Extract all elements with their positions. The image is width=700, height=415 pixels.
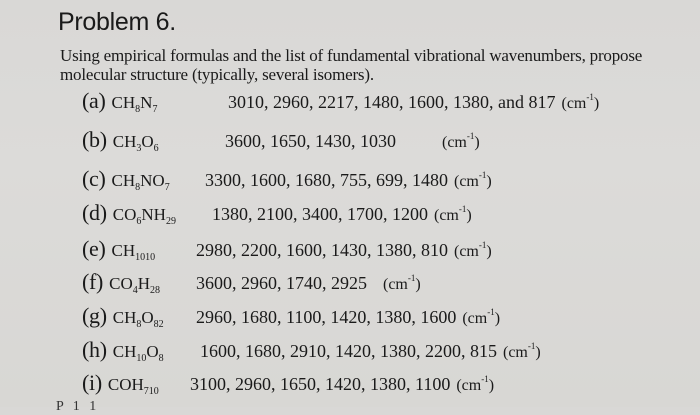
- formula-element: C: [111, 171, 123, 190]
- formula-subscript: 8: [136, 319, 142, 330]
- formula-element: O: [141, 308, 154, 327]
- problem-label: (g): [82, 303, 107, 328]
- wavenumber-values: 2980, 2200, 1600, 1430, 1380, 810: [196, 240, 448, 260]
- problem-label: (f): [82, 269, 104, 294]
- problem-item: [82, 166, 170, 192]
- problem-label: (c): [82, 166, 106, 191]
- problem-item: [82, 88, 157, 114]
- formula-element: H: [124, 342, 137, 361]
- problem-title: Problem 6.: [58, 8, 176, 36]
- formula-subscript: 9: [170, 216, 176, 227]
- wavenumber-unit: $(cm^{-1})$: [442, 131, 480, 151]
- problem-item: [82, 127, 159, 153]
- formula-subscript: 8: [158, 353, 164, 364]
- wavenumber-values: 1380, 2100, 3400, 1700, 1200: [212, 204, 428, 224]
- formula-element: H: [122, 93, 136, 112]
- wavenumber-unit: $(cm^{-1})$: [503, 341, 541, 361]
- wavenumber-values: 3600, 1650, 1430, 1030: [225, 131, 396, 151]
- formula-subscript: 4: [132, 285, 138, 296]
- empirical-formula: [108, 375, 159, 395]
- formula-element: H: [124, 132, 137, 151]
- formula-subscript: 8: [153, 319, 159, 330]
- formula-subscript: 7: [152, 104, 158, 115]
- problem-label: (d): [82, 200, 107, 225]
- formula-element: N: [140, 93, 153, 112]
- wavenumber-values: 3300, 1600, 1680, 755, 699, 1480: [205, 170, 448, 190]
- wavenumber-list: [228, 92, 599, 113]
- wavenumber-list: [190, 374, 494, 395]
- formula-element: O: [120, 274, 133, 293]
- formula-subscript: 8: [135, 104, 141, 115]
- wavenumber-unit: $(cm^{-1})$: [454, 170, 492, 190]
- problem-label: (b): [82, 127, 107, 152]
- wavenumber-unit: $(cm^{-1})$: [456, 374, 495, 394]
- wavenumber-values: 3010, 2960, 2217, 1480, 1600, 1380, and 817: [228, 92, 556, 112]
- formula-element: C: [107, 375, 120, 394]
- formula-element: C: [112, 205, 125, 224]
- problem-item: [82, 200, 176, 226]
- wavenumber-list: [200, 341, 541, 362]
- formula-element: H: [122, 171, 136, 190]
- wavenumber-list: [212, 204, 472, 225]
- intro-line: Using empirical formulas and the list of fundamental vibrational wavenumbers, propose: [60, 46, 643, 65]
- problem-label: (a): [82, 88, 106, 113]
- problem-item: [82, 236, 155, 262]
- formula-subscript: 6: [136, 216, 142, 227]
- formula-element: C: [112, 308, 125, 327]
- formula-element: C: [111, 241, 123, 260]
- wavenumber-list: [205, 170, 492, 191]
- formula-element: O: [124, 205, 137, 224]
- empirical-formula: [112, 93, 158, 113]
- formula-subscript: 8: [135, 182, 141, 193]
- wavenumber-list: [196, 240, 492, 261]
- problem-item: [82, 303, 164, 329]
- empirical-formula: [109, 274, 160, 294]
- formula-subscript: 10: [148, 386, 159, 397]
- formula-element: NO: [140, 171, 165, 190]
- formula-subscript: 6: [153, 143, 159, 154]
- formula-subscript: 7: [164, 182, 170, 193]
- formula-element: C: [112, 132, 125, 151]
- wavenumber-list: [196, 307, 500, 328]
- formula-element: H: [124, 308, 137, 327]
- problem-label: (e): [82, 236, 106, 261]
- formula-element: C: [112, 342, 125, 361]
- problem-label: (h): [82, 337, 107, 362]
- problem-item: [82, 269, 160, 295]
- empirical-formula: [113, 308, 164, 328]
- empirical-formula: [112, 171, 170, 191]
- cutoff-text: P 1 1: [56, 399, 100, 414]
- formula-subscript: 10: [135, 252, 146, 263]
- formula-subscript: 2: [165, 216, 171, 227]
- wavenumber-values: 1600, 1680, 2910, 1420, 1380, 2200, 815: [200, 341, 497, 361]
- problem-item: [82, 370, 159, 396]
- formula-subscript: 2: [150, 285, 155, 296]
- problem-label: (i): [82, 370, 102, 395]
- formula-subscript: 3: [136, 143, 142, 154]
- problem-intro: [60, 46, 700, 84]
- formula-subscript: 10: [145, 252, 156, 263]
- formula-element: C: [111, 93, 123, 112]
- formula-element: H: [137, 274, 150, 293]
- formula-element: H: [122, 241, 136, 260]
- empirical-formula: [113, 205, 176, 225]
- wavenumber-values: 2960, 1680, 1100, 1420, 1380, 1600: [196, 307, 457, 327]
- problem-item: [82, 337, 164, 363]
- wavenumber-list: [225, 131, 480, 152]
- formula-element: NH: [141, 205, 166, 224]
- wavenumber-unit: $(cm^{-1})$: [462, 307, 501, 327]
- intro-line: molecular structure (typically, several isomers).: [60, 65, 374, 84]
- formula-element: O: [141, 132, 154, 151]
- empirical-formula: [113, 342, 164, 362]
- wavenumber-values: 3600, 2960, 1740, 2925: [196, 273, 367, 293]
- formula-subscript: 8: [155, 285, 160, 296]
- formula-element: C: [109, 274, 121, 293]
- empirical-formula: [113, 132, 159, 152]
- wavenumber-unit: $(cm^{-1})$: [434, 204, 472, 224]
- formula-element: OH: [119, 375, 144, 394]
- formula-subscript: 7: [143, 386, 149, 397]
- wavenumber-unit: $(cm^{-1})$: [561, 92, 600, 112]
- empirical-formula: [112, 241, 156, 261]
- formula-subscript: 2: [158, 319, 164, 330]
- formula-element: O: [146, 342, 159, 361]
- wavenumber-list: [196, 273, 421, 294]
- wavenumber-unit: $(cm^{-1})$: [454, 240, 492, 260]
- wavenumber-values: 3100, 2960, 1650, 1420, 1380, 1100: [190, 374, 451, 394]
- wavenumber-unit: $(cm^{-1})$: [383, 273, 421, 293]
- formula-subscript: 10: [136, 353, 147, 364]
